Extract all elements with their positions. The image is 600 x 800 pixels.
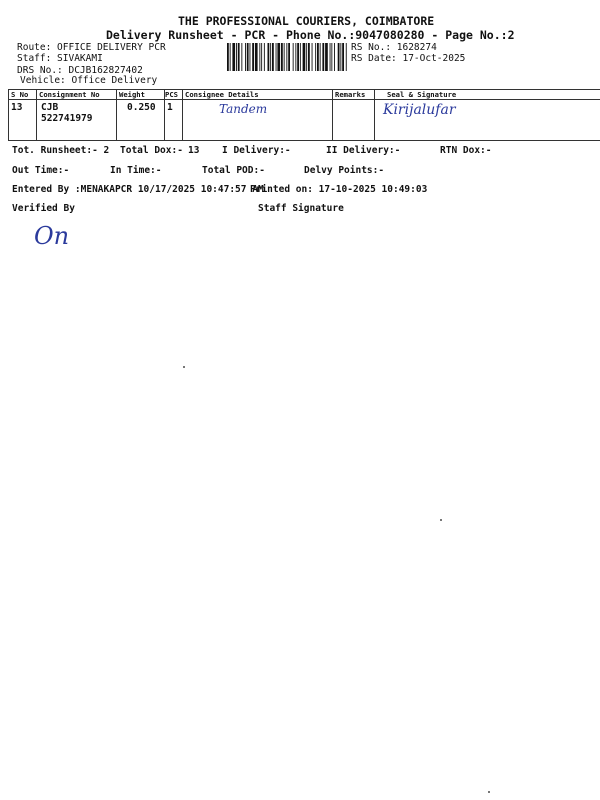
out-time: Out Time:- bbox=[12, 165, 70, 176]
runsheet-table bbox=[8, 89, 600, 141]
barcode-bar bbox=[306, 43, 307, 71]
barcode-bar bbox=[340, 43, 341, 71]
barcode-bar bbox=[252, 43, 254, 71]
barcode-bar bbox=[247, 43, 249, 71]
col-header-sno: S No bbox=[9, 90, 37, 100]
cell-remarks bbox=[333, 100, 375, 141]
barcode-bar bbox=[317, 43, 319, 71]
barcode-bar bbox=[325, 43, 328, 71]
barcode-bar bbox=[277, 43, 280, 71]
scan-speck bbox=[440, 519, 442, 521]
barcode-bar bbox=[346, 43, 347, 71]
barcode-bar bbox=[334, 43, 335, 71]
total-dox-label: Total Dox:- bbox=[120, 145, 183, 156]
col-header-signature: Seal & Signature bbox=[375, 90, 600, 100]
rtn-dox: RTN Dox:- bbox=[440, 145, 492, 156]
barcode-bar bbox=[338, 43, 340, 71]
i-delivery: I Delivery:- bbox=[222, 145, 291, 156]
barcode-bar bbox=[281, 43, 283, 71]
cell-signature bbox=[375, 100, 600, 141]
barcode-bar bbox=[230, 43, 231, 71]
barcode-image bbox=[227, 43, 347, 71]
barcode-bar bbox=[270, 43, 271, 71]
vehicle-label: Vehicle: Office Delivery bbox=[20, 75, 158, 86]
barcode-bar bbox=[288, 43, 290, 71]
barcode-bar bbox=[241, 43, 242, 71]
barcode-bar bbox=[255, 43, 258, 71]
cell-weight: 0.250 bbox=[117, 100, 165, 141]
barcode-bar bbox=[331, 43, 332, 71]
cell-pcs: 1 bbox=[165, 100, 183, 141]
barcode-bar bbox=[259, 43, 260, 71]
company-name: THE PROFESSIONAL COURIERS, COIMBATORE bbox=[178, 14, 435, 28]
printed-on: Printed on: 17-10-2025 10:49:03 bbox=[250, 184, 428, 195]
rs-number: RS No.: 1628274 bbox=[351, 42, 437, 53]
barcode-bar bbox=[250, 43, 251, 71]
staff-signature-label: Staff Signature bbox=[258, 203, 344, 214]
barcode-bar bbox=[342, 43, 344, 71]
ii-delivery: II Delivery:- bbox=[326, 145, 401, 156]
col-header-pcs: PCS bbox=[165, 90, 183, 100]
tot-runsheet: Tot. Runsheet:- 2 bbox=[12, 145, 110, 156]
barcode-bar bbox=[238, 43, 240, 71]
total-pod: Total POD:- bbox=[202, 165, 265, 176]
drs-number: DRS No.: DCJB162827402 bbox=[17, 65, 143, 76]
barcode-bar bbox=[264, 43, 265, 71]
barcode-bar bbox=[268, 43, 270, 71]
col-header-consignee: Consignee Details bbox=[183, 90, 333, 100]
barcode-bar bbox=[322, 43, 324, 71]
col-header-weight: Weight bbox=[117, 90, 165, 100]
barcode-bar bbox=[272, 43, 274, 71]
barcode-bar bbox=[312, 43, 313, 71]
cell-sno: 13 bbox=[9, 100, 37, 141]
barcode-bar bbox=[297, 43, 299, 71]
cell-consignee bbox=[183, 100, 333, 141]
scan-speck bbox=[488, 791, 490, 793]
barcode-bar bbox=[227, 43, 229, 71]
verified-by-label: Verified By bbox=[12, 203, 75, 214]
delvy-points: Delvy Points:- bbox=[304, 165, 385, 176]
barcode-bar bbox=[308, 43, 310, 71]
barcode-bar bbox=[303, 43, 306, 71]
barcode-bar bbox=[295, 43, 296, 71]
staff-label: Staff: SIVAKAMI bbox=[17, 53, 103, 64]
scan-speck bbox=[183, 366, 185, 368]
barcode-bar bbox=[236, 43, 237, 71]
table-row bbox=[9, 100, 600, 141]
col-header-consignment: Consignment No bbox=[37, 90, 117, 100]
barcode-bar bbox=[245, 43, 246, 71]
barcode-bar bbox=[286, 43, 287, 71]
barcode-bar bbox=[261, 43, 262, 71]
total-dox-value: 13 bbox=[188, 145, 200, 156]
runsheet-title: Delivery Runsheet - PCR - Phone No.:9047080280 - Page No.:2 bbox=[106, 28, 515, 42]
barcode-bar bbox=[284, 43, 285, 71]
handwritten-signature: Kirijalufar bbox=[383, 102, 456, 118]
barcode-bar bbox=[320, 43, 321, 71]
verifier-initials: On bbox=[34, 222, 70, 250]
col-header-remarks: Remarks bbox=[333, 90, 375, 100]
in-time: In Time:- bbox=[110, 165, 162, 176]
barcode-bar bbox=[300, 43, 301, 71]
barcode-bar bbox=[315, 43, 316, 71]
consignee-value: Tandem bbox=[219, 102, 268, 116]
barcode-bar bbox=[330, 43, 331, 71]
cell-consignment: CJB 522741979 bbox=[37, 100, 117, 141]
barcode-bar bbox=[293, 43, 294, 71]
route-label: Route: OFFICE DELIVERY PCR bbox=[17, 42, 166, 53]
table-header-row bbox=[9, 90, 600, 100]
barcode-bar bbox=[276, 43, 277, 71]
entered-by: Entered By :MENAKAPCR 10/17/2025 10:47:57 AM bbox=[12, 184, 264, 195]
rs-date: RS Date: 17-Oct-2025 bbox=[351, 53, 466, 64]
barcode-bar bbox=[232, 43, 235, 71]
